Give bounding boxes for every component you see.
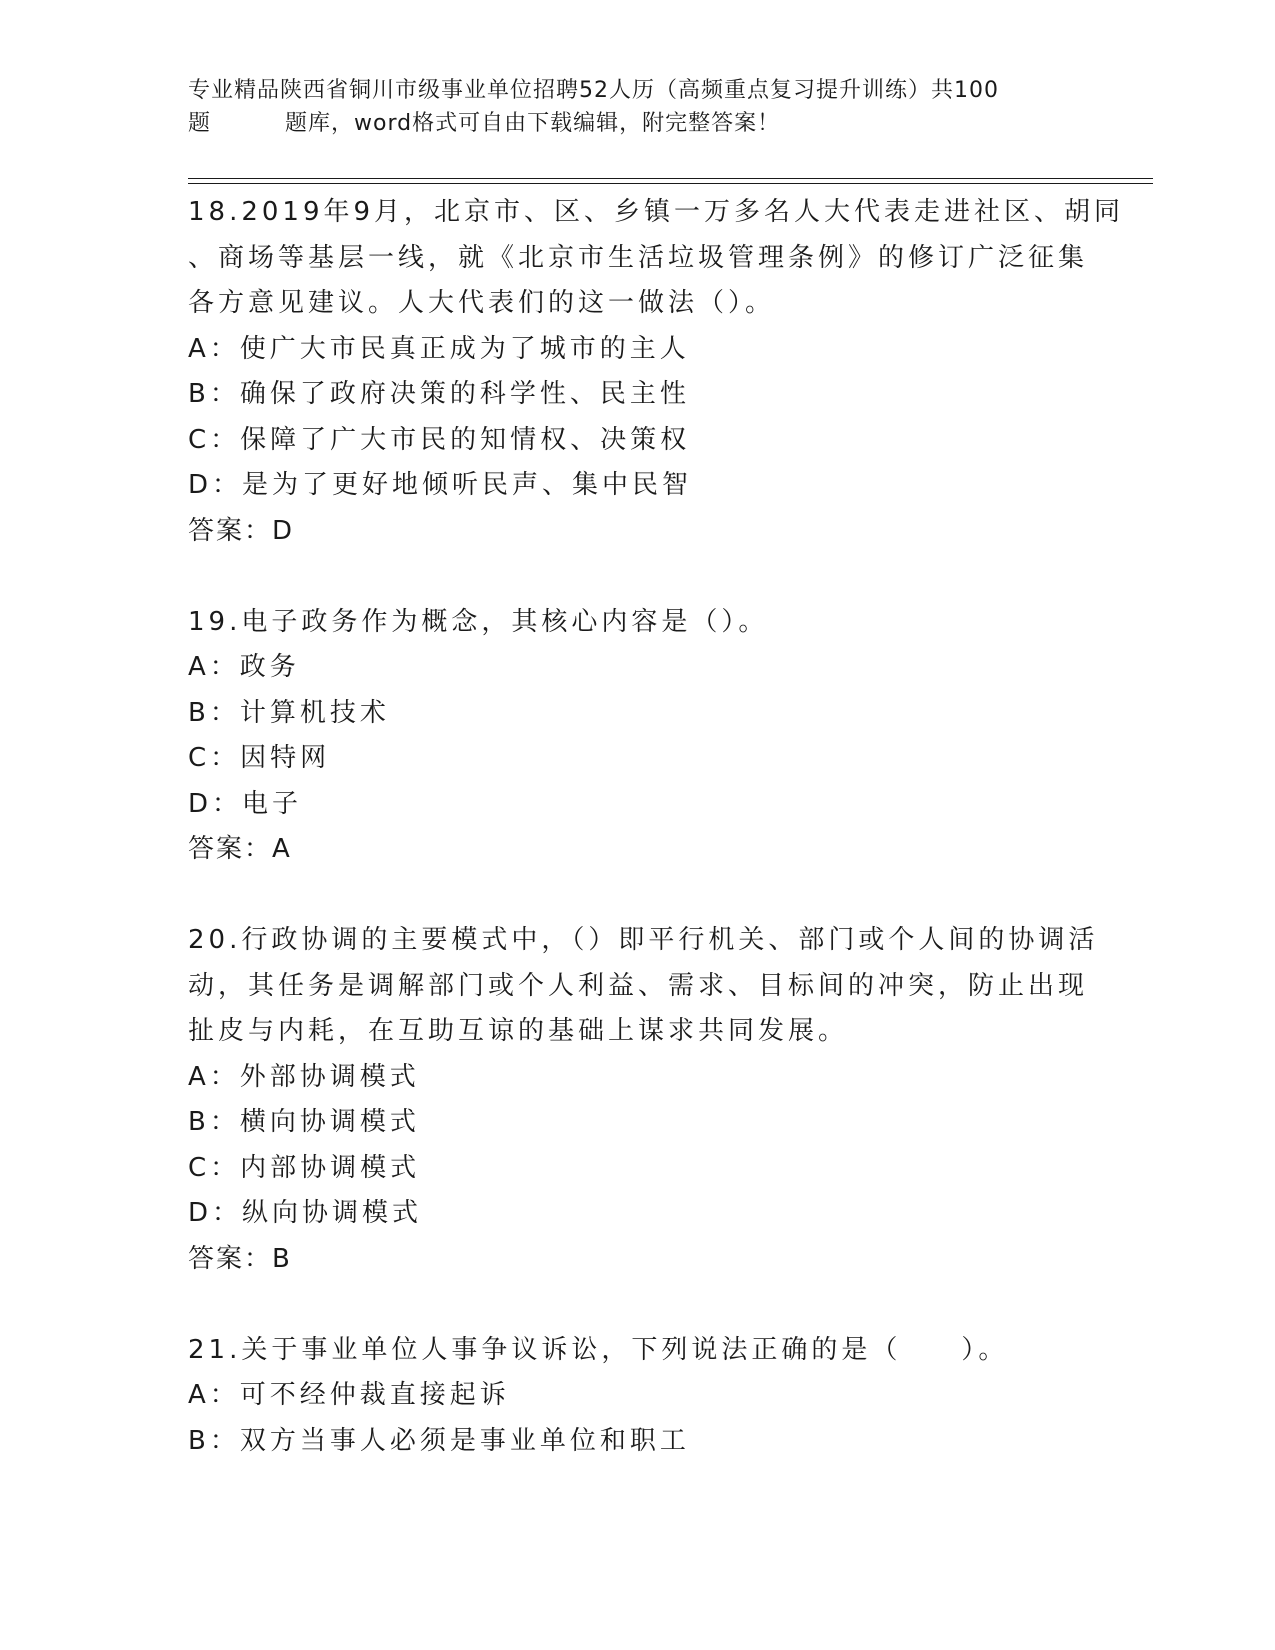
- option-c: C：因特网: [188, 743, 331, 773]
- header-subtitle-line: [188, 107, 1088, 140]
- header-title-line: 专业精品陕西省铜川市级事业单位招聘52人历（高频重点复习提升训练）共100: [188, 78, 999, 103]
- question-text-line: 20.行政协调的主要模式中，（）即平行机关、部门或个人间的协调活: [188, 925, 1099, 955]
- question-18: [188, 190, 1125, 554]
- option-a: A：政务: [188, 652, 300, 682]
- option-d: D：纵向协调模式: [188, 1198, 423, 1228]
- answer-line: 答案：B: [188, 1243, 292, 1274]
- option-a: A：外部协调模式: [188, 1061, 420, 1092]
- option-a: A：使广大市民真正成为了城市的主人: [188, 333, 690, 364]
- document-header: [188, 74, 1088, 140]
- option-c: C：保障了广大市民的知情权、决策权: [188, 424, 691, 455]
- header-subtitle-left: 题: [188, 111, 212, 136]
- question-20: [188, 918, 1108, 1282]
- option-b: B：横向协调模式: [188, 1107, 420, 1137]
- option-d: D：电子: [188, 788, 303, 819]
- option-b: B：确保了政府决策的科学性、民主性: [188, 379, 690, 409]
- option-a: A：可不经仲裁直接起诉: [188, 1380, 510, 1410]
- question-text-line: 21.关于事业单位人事争议诉讼，下列说法正确的是（ ）。: [188, 1334, 1009, 1365]
- question-text-line: 扯皮与内耗，在互助互谅的基础上谋求共同发展。: [188, 1016, 849, 1046]
- option-d: D：是为了更好地倾听民声、集中民智: [188, 470, 693, 500]
- question-list: [188, 190, 1125, 1510]
- header-divider-top: [188, 178, 1153, 179]
- question-text-line: 各方意见建议。人大代表们的这一做法（）。: [188, 288, 776, 318]
- header-divider-bottom: [188, 183, 1153, 184]
- option-c: C：内部协调模式: [188, 1152, 421, 1183]
- question-text-line: 动，其任务是调解部门或个人利益、需求、目标间的冲突，防止出现: [188, 970, 1089, 1001]
- question-text-line: 18.2019年9月，北京市、区、乡镇一万多名人大代表走进社区、胡同: [188, 197, 1125, 227]
- question-21: [188, 1328, 1108, 1465]
- answer-line: 答案：A: [188, 834, 292, 864]
- answer-line: 答案：D: [188, 515, 295, 546]
- question-text-line: 19.电子政务作为概念，其核心内容是（）。: [188, 606, 769, 637]
- question-19: [188, 600, 1108, 873]
- option-b: B：计算机技术: [188, 697, 390, 728]
- option-b: B：双方当事人必须是事业单位和职工: [188, 1425, 690, 1456]
- question-text-line: 、商场等基层一线，就《北京市生活垃圾管理条例》的修订广泛征集: [188, 242, 1089, 273]
- header-subtitle-right: 题库，word格式可自由下载编辑，附完整答案！: [285, 111, 781, 136]
